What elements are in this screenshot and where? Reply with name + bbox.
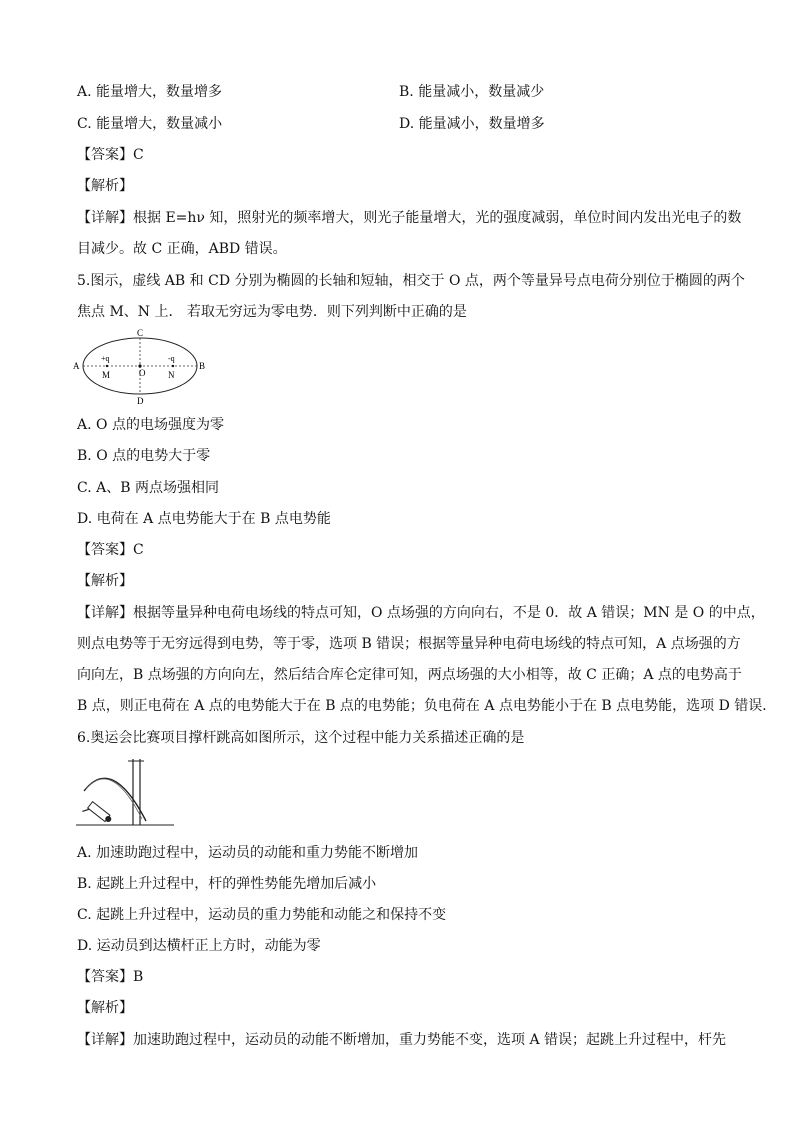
label-d: D [137,396,144,406]
q5-stem-line: 5.图示，虚线 AB 和 CD 分别为椭圆的长轴和短轴，相交于 O 点，两个等量异号点电荷分别位于椭圆的两个 [77,273,745,289]
q5-answer: 【答案】C [77,542,144,558]
q6-detail-line: 【详解】加速助跑过程中，运动员的动能不断增加，重力势能不变，选项 A 错误；起跳上升过程中，杆先 [77,1032,727,1048]
q6-option-b: B. 起跳上升过程中，杆的弹性势能先增加后减小 [77,876,377,892]
label-c: C [137,328,144,338]
q4-option-d: D. 能量减小，数量增多 [399,116,545,132]
q6-option-c: C. 起跳上升过程中，运动员的重力势能和动能之和保持不变 [77,907,447,923]
label-a: A [73,361,80,371]
bent-pole [84,778,146,821]
q4-answer: 【答案】C [77,147,144,163]
label-minus-q: -q [168,354,175,363]
pole-vault-figure [76,757,176,832]
q4-option-b: B. 能量减小，数量减少 [399,84,545,100]
q6-option-d: D. 运动员到达横杆正上方时，动能为零 [77,938,321,954]
athlete-shape [82,800,113,828]
q5-option-b: B. O 点的电势大于零 [77,448,211,464]
q5-detail-line: B 点，则正电荷在 A 点的电势能大于在 B 点的电势能；负电荷在 A 点电势能小于在 B 点电势能，选项 D 错误． [77,698,777,714]
label-m: M [102,370,111,380]
q5-detail-line: 【详解】根据等量异种电荷电场线的特点可知，O 点场强的方向向右，不是 0．故 A 错误；MN 是 O 的中点， [77,605,765,621]
ellipse-figure [72,326,212,406]
q5-option-c: C. A、B 两点场强相同 [77,480,219,496]
q6-stem: 6.奥运会比赛项目撑杆跳高如图所示，这个过程中能力关系描述正确的是 [77,730,525,746]
label-o: O [139,368,146,378]
q5-option-d: D. 电荷在 A 点电势能大于在 B 点电势能 [77,511,331,527]
q4-detail-line: 目减少。故 C 正确，ABD 错误。 [77,241,287,257]
q6-answer: 【答案】B [77,969,144,985]
focus-n [172,365,174,367]
q5-option-a: A. O 点的电场强度为零 [77,417,224,433]
label-plus-q: +q [101,354,110,363]
q4-detail-line: 【详解】根据 E=hν 知，照射光的频率增大，则光子能量增大，光的强度减弱，单位时间内发出光电子的数 [77,210,742,226]
q5-analysis-heading: 【解析】 [77,573,133,589]
q4-option-c: C. 能量增大，数量减小 [77,116,223,132]
focus-m [106,365,108,367]
q6-option-a: A. 加速助跑过程中，运动员的动能和重力势能不断增加 [77,845,419,861]
q6-analysis-heading: 【解析】 [77,1000,133,1016]
label-n: N [168,370,175,380]
q5-stem-line: 焦点 M、N 上． 若取无穷远为零电势．则下列判断中正确的是 [77,304,467,320]
label-b: B [199,361,206,371]
q4-analysis-heading: 【解析】 [77,178,133,194]
q5-detail-line: 向向左，B 点场强的方向向左，然后结合库仑定律可知，两点场强的大小相等，故 C 正确；A 点的电势高于 [77,667,742,683]
q5-detail-line: 则点电势等于无穷远得到电势，等于零，选项 B 错误；根据等量异种电荷电场线的特点可知，A 点场强的方 [77,636,741,652]
q4-option-a: A. 能量增大，数量增多 [77,84,223,100]
